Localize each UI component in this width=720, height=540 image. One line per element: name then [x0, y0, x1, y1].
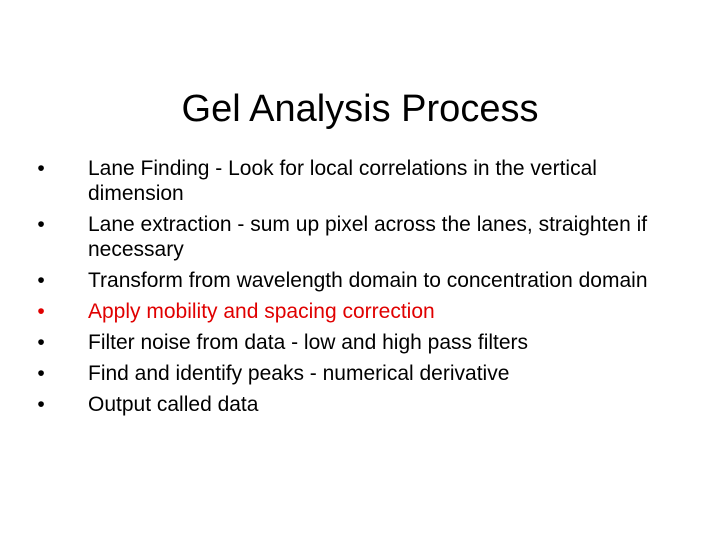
bullet-item — [37, 330, 688, 355]
bullet-text: Filter noise from data - low and high pass filters — [88, 331, 529, 354]
bullet-text-highlighted: Apply mobility and spacing correction — [88, 300, 435, 323]
bullet-item — [37, 392, 688, 417]
bullet-text: Transform from wavelength domain to concentration domain — [88, 269, 648, 292]
bullet-icon: • — [37, 269, 45, 292]
bullet-text: Find and identify peaks - numerical derivative — [88, 362, 510, 385]
bullet-icon: • — [37, 393, 45, 416]
bullet-list — [37, 156, 688, 423]
bullet-text: Lane extraction - sum up pixel across the lanes, straighten if necessary — [88, 213, 648, 261]
bullet-icon: • — [37, 331, 45, 354]
bullet-item — [37, 268, 688, 293]
slide-title: Gel Analysis Process — [181, 88, 539, 130]
bullet-item — [37, 299, 688, 324]
bullet-item — [37, 156, 688, 206]
bullet-icon: • — [37, 213, 45, 236]
bullet-text: Output called data — [88, 393, 259, 416]
bullet-icon: • — [37, 157, 45, 180]
bullet-text: Lane Finding - Look for local correlations in the vertical dimension — [88, 157, 597, 205]
bullet-item — [37, 361, 688, 386]
bullet-icon: • — [37, 362, 45, 385]
bullet-item — [37, 212, 688, 262]
bullet-icon: • — [37, 300, 45, 323]
